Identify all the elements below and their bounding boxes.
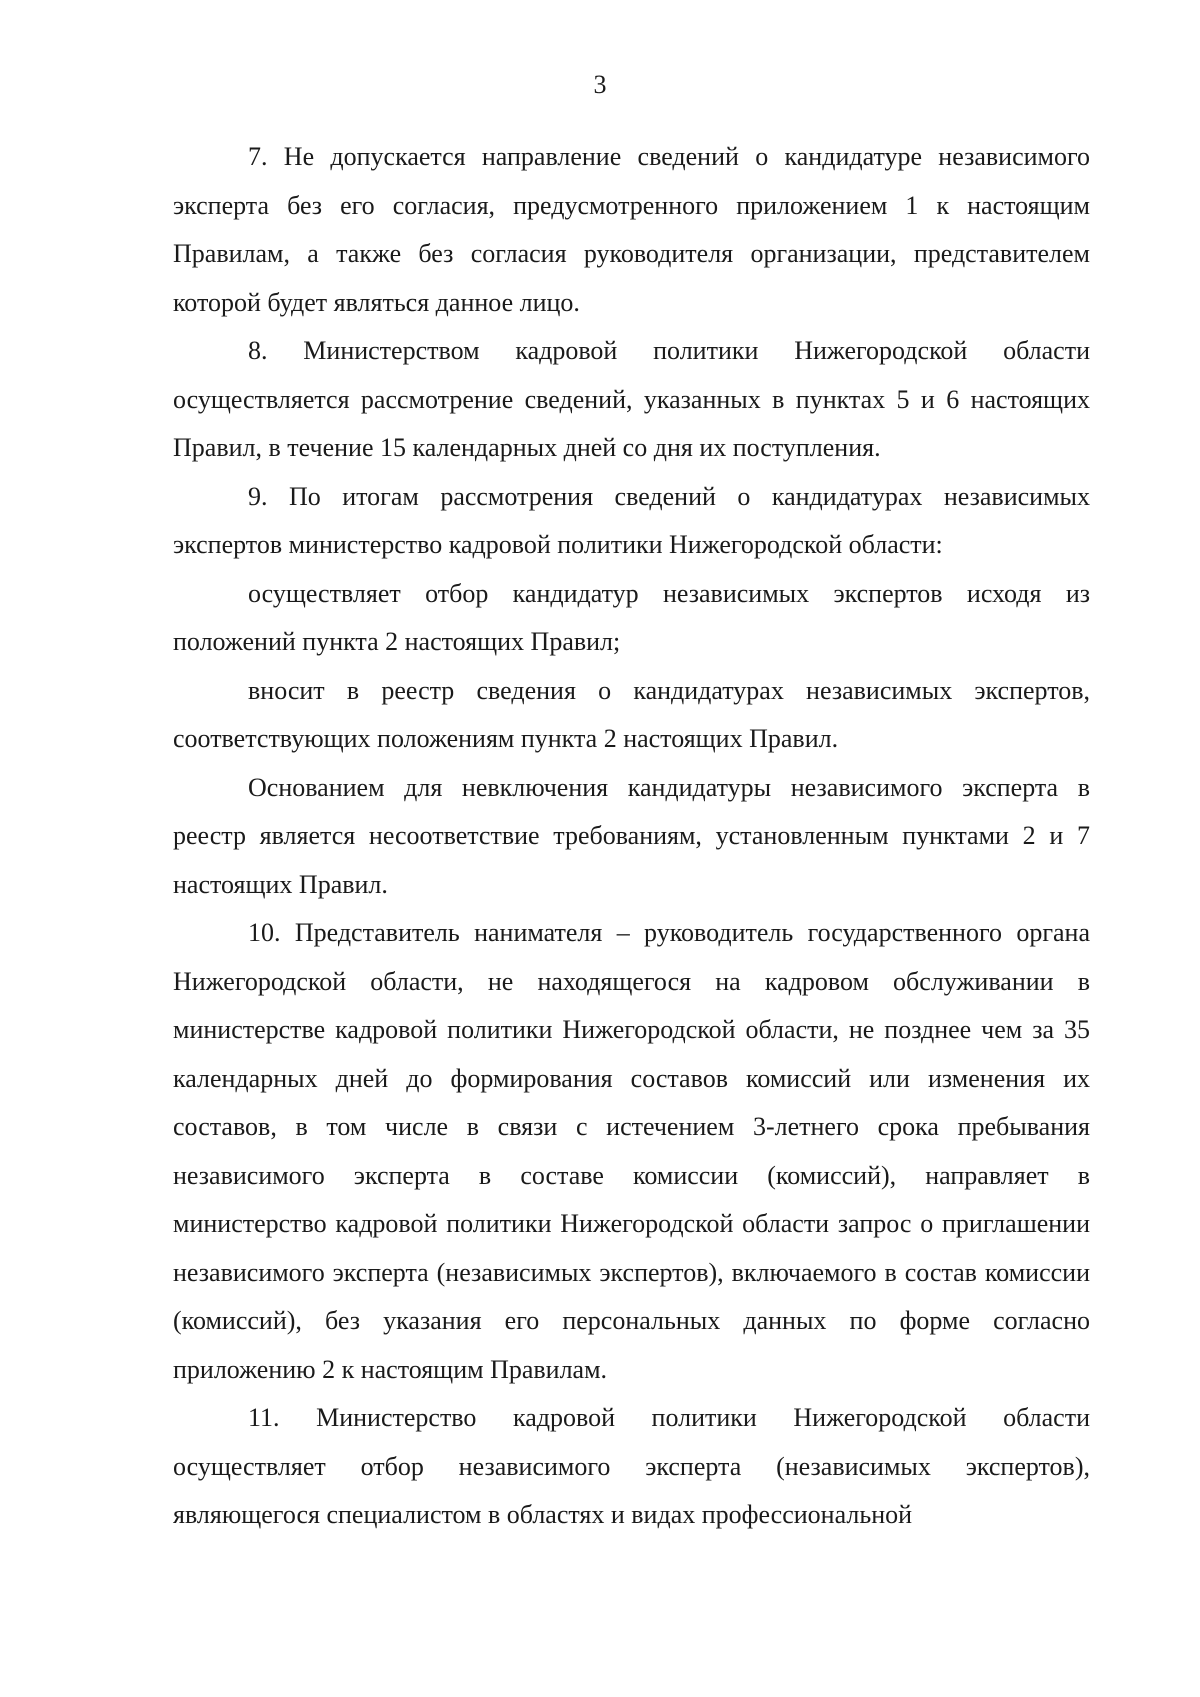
document-body [173, 133, 1090, 1540]
paragraph-8: 8. Министерством кадровой политики Нижегородской области осуществляется рассмотрение сведений, указанных в пунктах 5 и 6 настоящих Правил, в течение 15 календарных дней со дня их поступления. [173, 336, 1090, 462]
page-number: 3 [593, 70, 607, 99]
paragraph-11: 11. Министерство кадровой политики Нижегородской области осуществляет отбор независимого эксперта (независимых экспертов), являющегося специалистом в областях и видах профессиональной [173, 1403, 1090, 1529]
paragraph-7: 7. Не допускается направление сведений о кандидатуре независимого эксперта без его согласия, предусмотренного приложением 1 к настоящим Правилам, а также без согласия руководителя организации, представителем которой будет являться данное лицо. [173, 142, 1090, 317]
paragraph-9: 9. По итогам рассмотрения сведений о кандидатурах независимых экспертов министерство кадровой политики Нижегородской области: [173, 481, 1090, 559]
paragraph-10: 10. Представитель нанимателя – руководитель государственного органа Нижегородской области, не находящегося на кадровом обслуживании в министерстве кадровой политики Нижегородской области, не позднее чем за 35 календарных дней до формирования составов комиссий или изменения их составов, в том числе в связи с истечением 3-летнего срока пребывания независимого эксперта в составе комиссии (комиссий), направляет в министерство кадровой политики Нижегородской области запрос о приглашении независимого эксперта (независимых экспертов), включаемого в состав комиссии (комиссий), без указания его персональных данных по форме согласно приложению 2 к настоящим Правилам. [173, 918, 1090, 1384]
paragraph-9-item-1: осуществляет отбор кандидатур независимых экспертов исходя из положений пункта 2 настоящих Правил; [173, 578, 1090, 656]
paragraph-9-item-2: вносит в реестр сведения о кандидатурах независимых экспертов, соответствующих положениям пункта 2 настоящих Правил. [173, 675, 1090, 753]
paragraph-9-exclusion: Основанием для невключения кандидатуры независимого эксперта в реестр является несоответствие требованиям, установленным пунктами 2 и 7 настоящих Правил. [173, 772, 1090, 899]
